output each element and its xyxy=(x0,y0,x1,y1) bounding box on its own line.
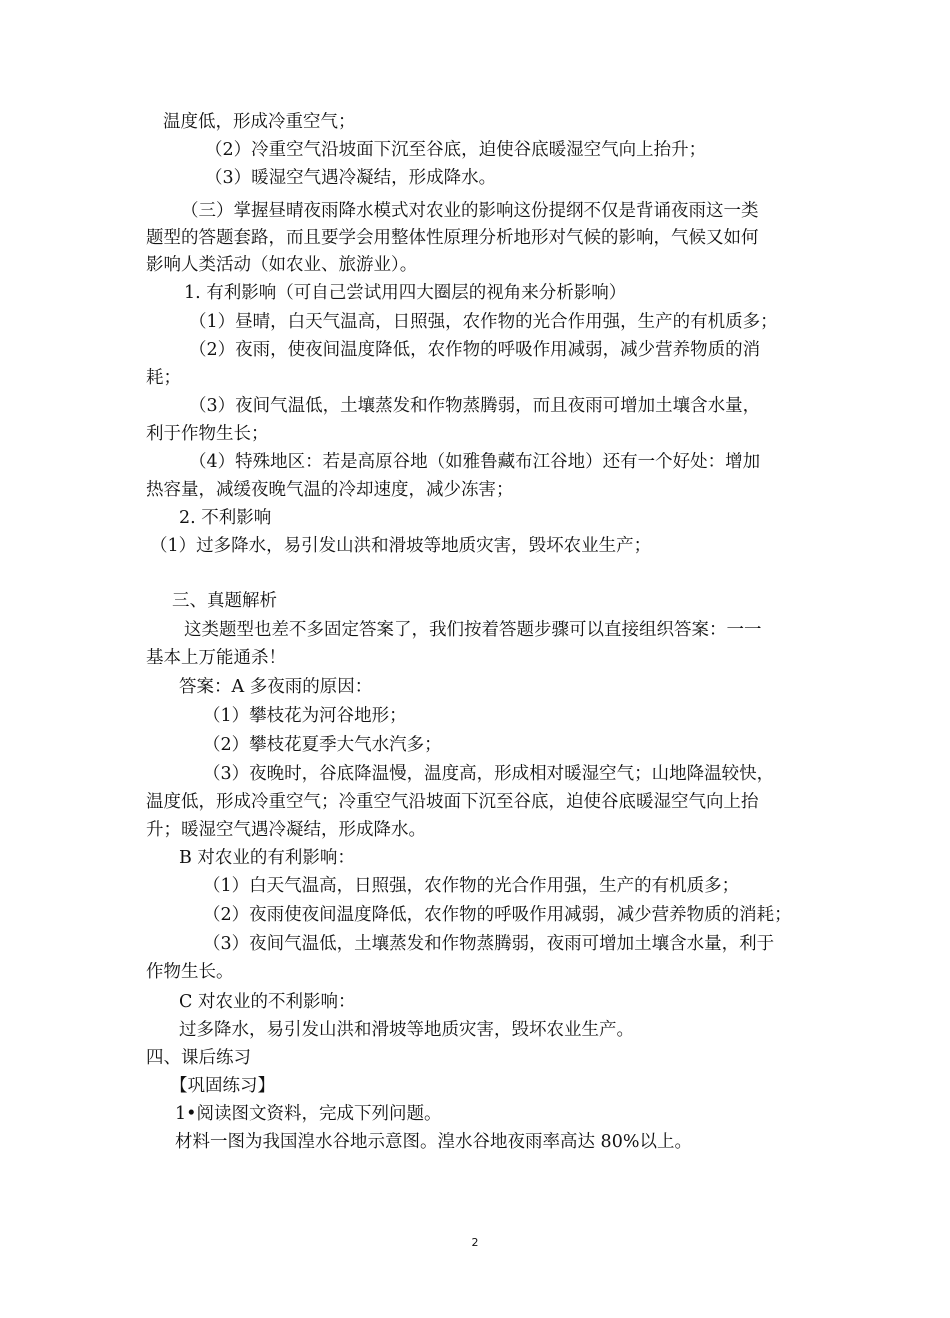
text-line: （2）夜雨使夜间温度降低，农作物的呼吸作用减弱，减少营养物质的消耗； xyxy=(203,905,792,925)
text-line: （1）攀枝花为河谷地形； xyxy=(203,706,407,726)
text-line: 作物生长。 xyxy=(146,962,234,982)
text-line: （2）冷重空气沿坡面下沉至谷底，迫使谷底暖湿空气向上抬升； xyxy=(205,140,707,160)
text-line: 题型的答题套路，而且要学会用整体性原理分析地形对气候的影响，气候又如何 xyxy=(146,228,759,248)
text-line: （3）暖湿空气遇冷凝结，形成降水。 xyxy=(205,168,497,188)
text-line: 热容量，减缓夜晚气温的冷却速度，减少冻害； xyxy=(146,480,514,500)
text-line: （3）夜间气温低，土壤蒸发和作物蒸腾弱，夜雨可增加土壤含水量，利于 xyxy=(203,934,775,954)
text-line: （3）夜间气温低，土壤蒸发和作物蒸腾弱，而且夜雨可增加土壤含水量， xyxy=(189,396,761,416)
text-line: （4）特殊地区：若是高原谷地（如雅鲁藏布江谷地）还有一个好处：增加 xyxy=(189,452,761,472)
text-line: B 对农业的有利影响： xyxy=(179,848,355,868)
text-line: （3）夜晚时，谷底降温慢，温度高，形成相对暖湿空气；山地降温较快， xyxy=(203,764,775,784)
text-line: 温度低，形成冷重空气；冷重空气沿坡面下沉至谷底，迫使谷底暖湿空气向上抬 xyxy=(146,792,759,812)
text-line: 基本上万能通杀！ xyxy=(146,648,286,668)
text-line: （三）掌握昼晴夜雨降水模式对农业的影响这份提纲不仅是背诵夜雨这一类 xyxy=(181,201,759,221)
text-line: 材料一图为我国湟水谷地示意图。湟水谷地夜雨率高达 80%以上。 xyxy=(175,1132,692,1152)
section-heading: 三、真题解析 xyxy=(172,591,277,611)
text-line: （1）昼晴，白天气温高，日照强，农作物的光合作用强，生产的有机质多； xyxy=(189,312,778,332)
text-line: 2. 不利影响 xyxy=(179,508,272,528)
text-line: （2）夜雨，使夜间温度降低，农作物的呼吸作用减弱，减少营养物质的消 xyxy=(189,340,761,360)
text-line: 利于作物生长； xyxy=(146,424,269,444)
text-line: 耗； xyxy=(146,368,181,388)
text-line: （1）过多降水，易引发山洪和滑坡等地质灾害，毁坏农业生产； xyxy=(150,536,652,556)
text-line: 答案：A 多夜雨的原因： xyxy=(179,677,373,697)
text-line: （1）白天气温高，日照强，农作物的光合作用强，生产的有机质多； xyxy=(203,876,740,896)
page-number: 2 xyxy=(471,1236,479,1249)
text-line: 【巩固练习】 xyxy=(170,1076,275,1096)
text-line: 过多降水，易引发山洪和滑坡等地质灾害，毁坏农业生产。 xyxy=(179,1020,634,1040)
text-line: （2）攀枝花夏季大气水汽多； xyxy=(203,735,442,755)
text-line: 这类题型也差不多固定答案了，我们按着答题步骤可以直接组织答案：一一 xyxy=(184,620,762,640)
text-line: 1•阅读图文资料，完成下列问题。 xyxy=(175,1104,442,1124)
text-line: 影响人类活动（如农业、旅游业）。 xyxy=(146,255,418,275)
text-line: 温度低，形成冷重空气； xyxy=(163,112,356,132)
text-line: 升；暖湿空气遇冷凝结，形成降水。 xyxy=(146,820,426,840)
text-line: 1. 有利影响（可自己尝试用四大圈层的视角来分析影响） xyxy=(184,283,627,303)
section-heading: 四、课后练习 xyxy=(146,1048,251,1068)
text-line: C 对农业的不利影响： xyxy=(179,992,356,1012)
